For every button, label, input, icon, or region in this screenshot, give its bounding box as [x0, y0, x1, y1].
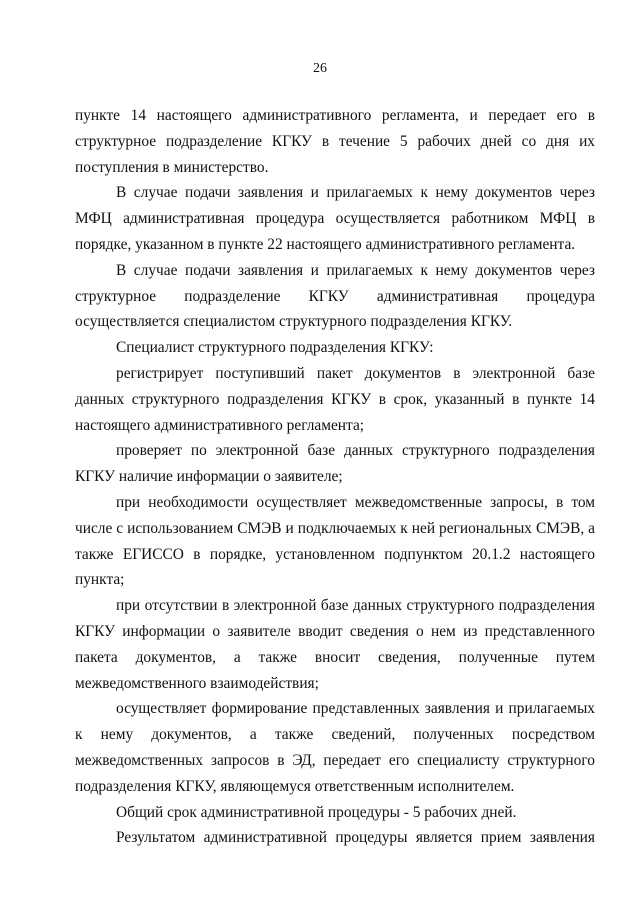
paragraph-continued: Результатом административной процедуры является прием заявления	[116, 829, 595, 847]
page-number: 26	[313, 61, 327, 76]
paragraph: осуществляет формирование представленных заявления и прилагаемых к нему документов, а также сведений, полученных посредством межведомственных запросов в ЭД, передает его специалисту структурного подразделения КГКУ, являющемуся ответственным исполнителем.	[75, 700, 595, 795]
paragraph: регистрирует поступивший пакет документов в электронной базе данных структурного подразделения КГКУ в срок, указанный в пункте 14 настоящего административного регламента;	[75, 364, 595, 434]
paragraph: В случае подачи заявления и прилагаемых к нему документов через МФЦ административная процедура осуществляется работником МФЦ в порядке, указанном в пункте 22 настоящего административного регламента.	[75, 184, 595, 253]
paragraph: Специалист структурного подразделения КГКУ:	[116, 339, 434, 357]
paragraph: Общий срок административной процедуры - 5 рабочих дней.	[116, 803, 517, 821]
paragraph: при отсутствии в электронной базе данных структурного подразделения КГКУ информации о заявителе вводит сведения о нем из представленного пакета документов, а также вносит сведения, полученные путем межведомственного взаимодействия;	[75, 597, 595, 692]
paragraph: при необходимости осуществляет межведомственные запросы, в том числе с использованием СМЭВ и подключаемых к ней региональных СМЭВ, а также ЕГИССО в порядке, установленном подпунктом 20.1.2 настоящего пункта;	[75, 493, 595, 589]
paragraph: проверяет по электронной базе данных структурного подразделения КГКУ наличие информации о заявителе;	[75, 442, 595, 486]
paragraph: В случае подачи заявления и прилагаемых к нему документов через структурное подразделение КГКУ административная процедура осуществляется специалистом структурного подразделения КГКУ.	[75, 261, 595, 331]
paragraph: пункте 14 настоящего административного регламента, и передает его в структурное подразделение КГКУ в течение 5 рабочих дней со дня их поступления в министерство.	[75, 107, 595, 176]
document-body	[75, 103, 595, 851]
